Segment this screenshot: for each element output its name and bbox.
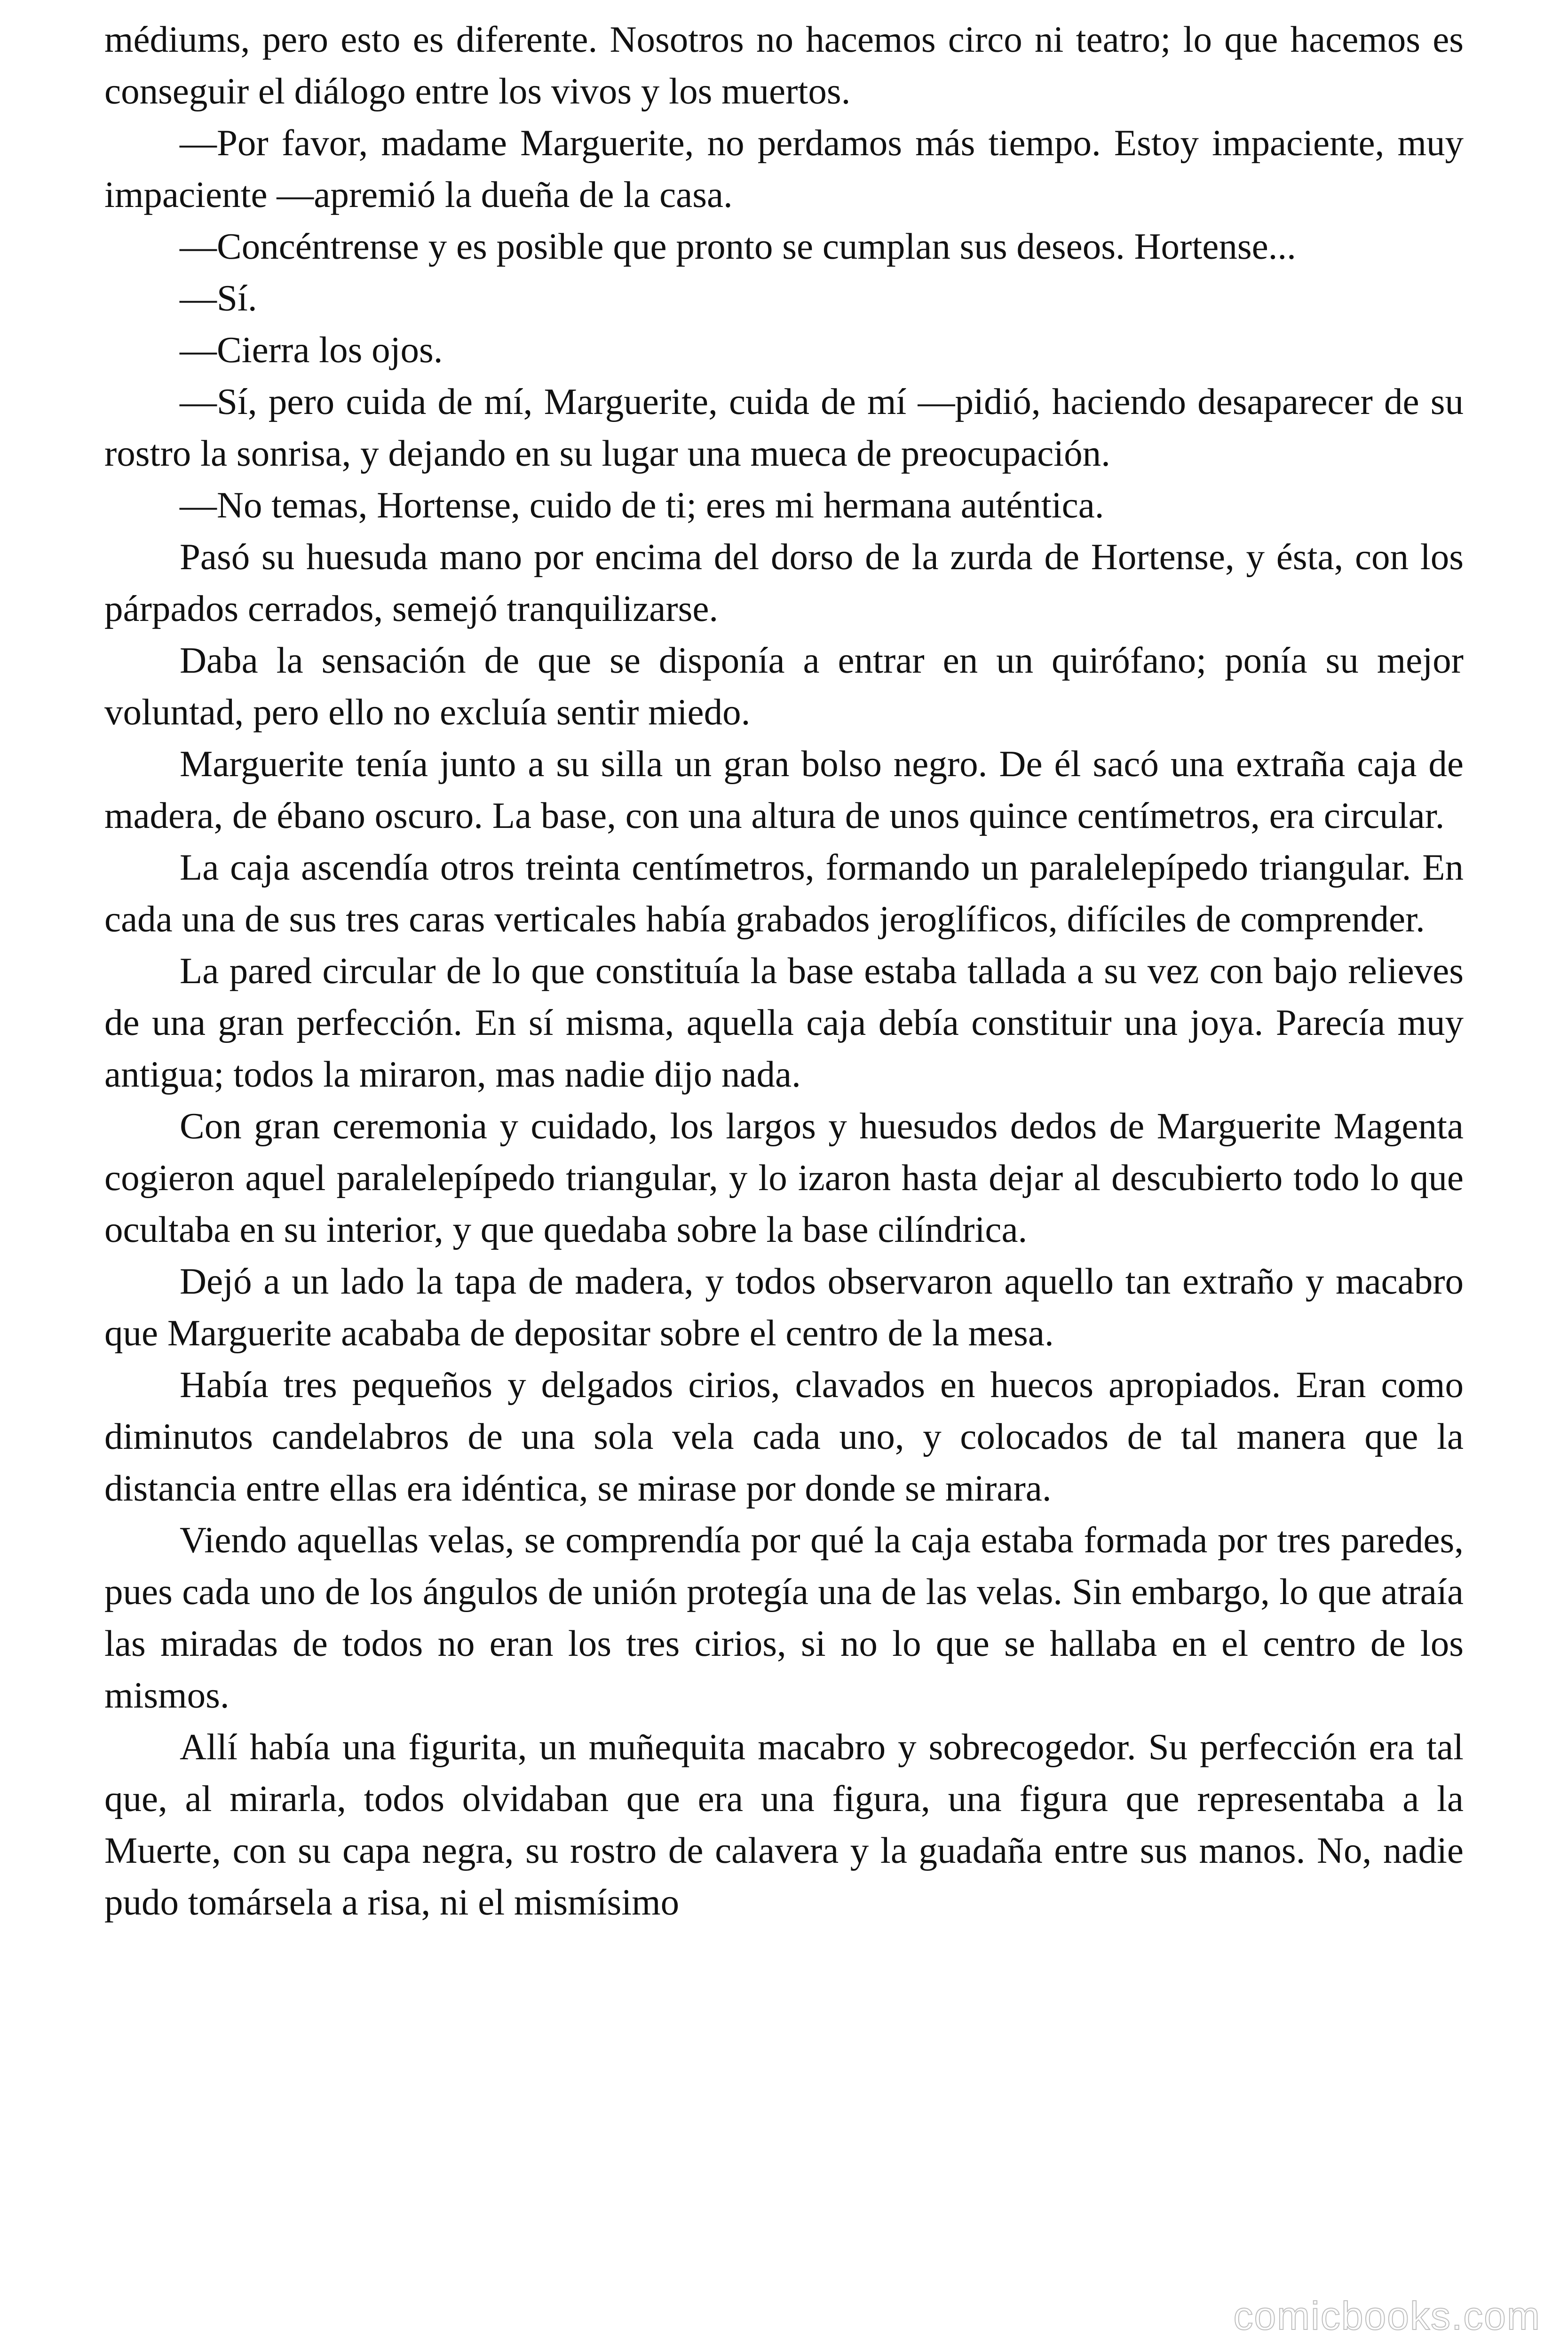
paragraph-narration: Dejó a un lado la tapa de madera, y todos observaron aquello tan extraño y macabro que Marguerite acababa de depositar sobre el centro de la mesa. bbox=[104, 1261, 1464, 1354]
document-page bbox=[104, 14, 1464, 1929]
paragraph-continuation: médiums, pero esto es diferente. Nosotros no hacemos circo ni teatro; lo que hacemos es conseguir el diálogo entre los vivos y los muertos. bbox=[104, 19, 1464, 112]
paragraph-dialogue: —Por favor, madame Marguerite, no perdamos más tiempo. Estoy impaciente, muy impaciente —apremió la dueña de la casa. bbox=[104, 123, 1464, 215]
paragraph-narration: La caja ascendía otros treinta centímetros, formando un paralelepípedo triangular. En cada una de sus tres caras verticales había grabados jeroglíficos, difíciles de comprender. bbox=[104, 847, 1464, 940]
paragraph-narration: Allí había una figurita, un muñequita macabro y sobrecogedor. Su perfección era tal que, al mirarla, todos olvidaban que era una figura, una figura que representaba a la Muerte, con su capa negra, su rostro de calavera y la guadaña entre sus manos. No, nadie pudo tomársela a risa, ni el mismísimo bbox=[104, 1727, 1464, 1923]
paragraph-dialogue: —Sí, pero cuida de mí, Marguerite, cuida de mí —pidió, haciendo desaparecer de su rostro la sonrisa, y dejando en su lugar una mueca de preocupación. bbox=[104, 381, 1464, 474]
paragraph-narration: Había tres pequeños y delgados cirios, clavados en huecos apropiados. Eran como diminutos candelabros de una sola vela cada uno, y colocados de tal manera que la distancia entre ellas era idéntica, se mirase por donde se mirara. bbox=[104, 1365, 1464, 1509]
paragraph-narration: Daba la sensación de que se disponía a entrar en un quirófano; ponía su mejor voluntad, pero ello no excluía sentir miedo. bbox=[104, 640, 1464, 733]
paragraph-narration: Viendo aquellas velas, se comprendía por qué la caja estaba formada por tres paredes, pues cada uno de los ángulos de unión protegía una de las velas. Sin embargo, lo que atraía las miradas de todos no eran los tres cirios, si no lo que se hallaba en el centro de los mismos. bbox=[104, 1520, 1464, 1716]
paragraph-dialogue: —No temas, Hortense, cuido de ti; eres mi hermana auténtica. bbox=[180, 485, 1104, 526]
paragraph-narration: Con gran ceremonia y cuidado, los largos y huesudos dedos de Marguerite Magenta cogieron aquel paralelepípedo triangular, y lo izaron hasta dejar al descubierto todo lo que ocultaba en su interior, y que quedaba sobre la base cilíndrica. bbox=[104, 1106, 1464, 1250]
paragraph-dialogue: —Sí. bbox=[180, 278, 257, 319]
watermark-logo: comicbooks.com bbox=[1233, 2294, 1541, 2338]
paragraph-narration: La pared circular de lo que constituía la base estaba tallada a su vez con bajo relieves de una gran perfección. En sí misma, aquella caja debía constituir una joya. Parecía muy antigua; todos la miraron, mas nadie dijo nada. bbox=[104, 951, 1464, 1095]
paragraph-dialogue: —Concéntrense y es posible que pronto se cumplan sus deseos. Hortense... bbox=[180, 226, 1296, 267]
paragraph-narration: Marguerite tenía junto a su silla un gran bolso negro. De él sacó una extraña caja de madera, de ébano oscuro. La base, con una altura de unos quince centímetros, era circular. bbox=[104, 744, 1464, 836]
paragraph-narration: Pasó su huesuda mano por encima del dorso de la zurda de Hortense, y ésta, con los párpados cerrados, semejó tranquilizarse. bbox=[104, 537, 1464, 629]
paragraph-dialogue: —Cierra los ojos. bbox=[180, 330, 443, 371]
